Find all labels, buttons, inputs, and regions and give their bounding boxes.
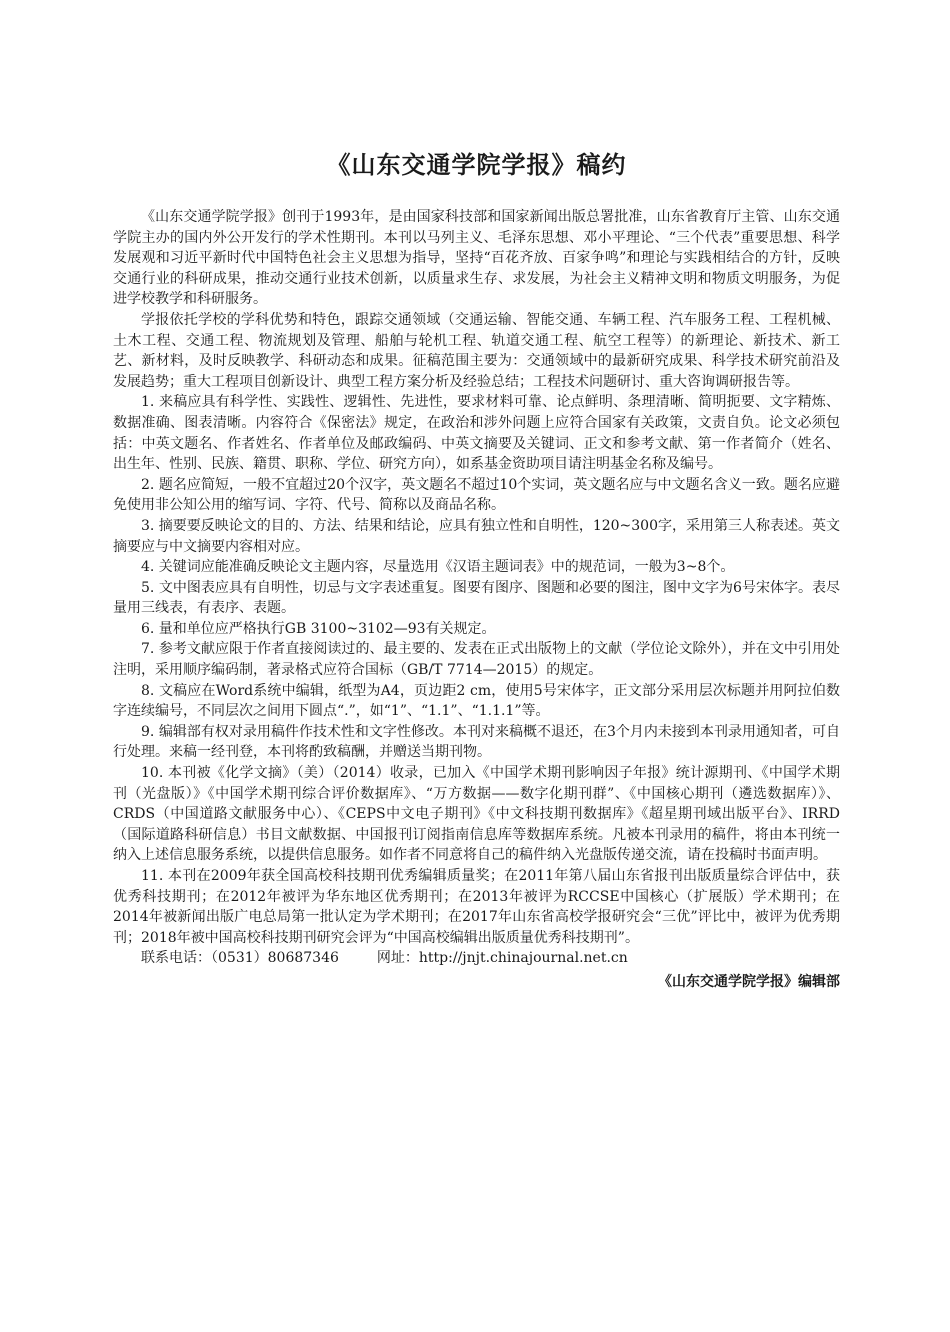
rule-paragraph: 1. 来稿应具有科学性、实践性、逻辑性、先进性，要求材料可靠、论点鲜明、条理清晰、简明扼要、文字精炼、数据准确、图表清晰。内容符合《保密法》规定，在政治和涉外问题上应符合国家有关政策，文责自负。论文必须包括：中英文题名、作者姓名、作者单位及邮政编码、中英文摘要及关键词、正文和参考文献、第一作者简介（姓名、出生年、性别、民族、籍贯、职称、学位、研究方向），如系基金资助项目请注明基金名称及编号。 bbox=[113, 394, 840, 473]
call-for-papers-page bbox=[113, 148, 840, 993]
page-title: 《山东交通学院学报》稿约 bbox=[326, 151, 627, 179]
rule-paragraph: 9. 编辑部有权对录用稿件作技术性和文字性修改。本刊对来稿概不退还，在3个月内未接到本刊录用通知者，可自行处理。来稿一经刊登，本刊将酌致稿酬，并赠送当期刊物。 bbox=[113, 723, 840, 761]
rule-paragraph: 6. 量和单位应严格执行GB 3100~3102—93有关规定。 bbox=[141, 620, 496, 637]
rule-paragraph: 10. 本刊被《化学文摘》（美）（2014）收录，已加入《中国学术期刊影响因子年报》统计源期刊、《中国学术期刊（光盘版）》《中国学术期刊综合评价数据库》、“万方数据——数字化期刊群”、《中国核心期刊（遴选数据库）》、CRDS（中国道路文献服务中心）、《CEPS中文电子期刊》《中文科技期刊数据库》《超星期刊域出版平台》、IRRD（国际道路科研信息）书目文献数据、中国报刊订阅指南信息库等数据库系统。凡被本刊录用的稿件，将由本刊统一纳入上述信息服务系统，以提供信息服务。如作者不同意将自己的稿件纳入光盘版传递交流，请在投稿时书面声明。 bbox=[113, 765, 840, 864]
rule-paragraph: 7. 参考文献应限于作者直接阅读过的、最主要的、发表在正式出版物上的文献（学位论文除外），并在文中引用处注明，采用顺序编码制，著录格式应符合国标（GB/T 7714—2015）的规定。 bbox=[113, 641, 840, 679]
phone-number: （0531）80687346 bbox=[211, 950, 339, 967]
phone-label: 联系电话： bbox=[141, 950, 211, 967]
rule-paragraph: 5. 文中图表应具有自明性，切忌与文字表述重复。图要有图序、图题和必要的图注，图中文字为6号宋体字。表尽量用三线表，有表序、表题。 bbox=[113, 579, 840, 617]
intro-paragraph: 《山东交通学院学报》创刊于1993年，是由国家科技部和国家新闻出版总署批准，山东省教育厅主管、山东交通学院主办的国内外公开发行的学术性期刊。本刊以马列主义、毛泽东思想、邓小平理论、“三个代表”重要思想、科学发展观和习近平新时代中国特色社会主义思想为指导，坚持“百花齐放、百家争鸣”和理论与实践相结合的方针，反映交通行业的科研成果，推动交通行业技术创新，以质量求生存、求发展，为社会主义精神文明和物质文明服务，为促进学校教学和科研服务。 bbox=[113, 209, 840, 308]
website-link[interactable]: http://jnjt.chinajournal.net.cn bbox=[418, 950, 628, 967]
rule-paragraph: 4. 关键词应能准确反映论文主题内容，尽量选用《汉语主题词表》中的规范词，一般为3~8个。 bbox=[141, 559, 735, 576]
website-label: 网址： bbox=[376, 950, 419, 967]
intro-paragraph: 学报依托学校的学科优势和特色，跟踪交通领域（交通运输、智能交通、车辆工程、汽车服务工程、工程机械、土木工程、交通工程、物流规划及管理、船舶与轮机工程、轨道交通工程、航空工程等）的新理论、新技术、新工艺、新材料，及时反映教学、科研动态和成果。征稿范围主要为：交通领域中的最新研究成果、科学技术研究前沿及发展趋势；重大工程项目创新设计、典型工程方案分析及经验总结；工程技术问题研讨、重大咨询调研报告等。 bbox=[113, 311, 840, 390]
rule-paragraph: 2. 题名应简短，一般不宜超过20个汉字，英文题名不超过10个实词，英文题名应与中文题名含义一致。题名应避免使用非公知公用的缩写词、字符、代号、简称以及商品名称。 bbox=[113, 476, 840, 514]
rule-paragraph: 11. 本刊在2009年获全国高校科技期刊优秀编辑质量奖；在2011年第八届山东省报刊出版质量综合评估中，获优秀科技期刊；在2012年被评为华东地区优秀期刊；在2013年被评为RCCSE中国核心（扩展版）学术期刊；在2014年被新闻出版广电总局第一批认定为学术期刊；在2017年山东省高校学报研究会“三优”评比中，被评为优秀期刊；2018年被中国高校科技期刊研究会评为“中国高校编辑出版质量优秀科技期刊”。 bbox=[113, 868, 840, 946]
rule-paragraph: 3. 摘要要反映论文的目的、方法、结果和结论，应具有独立性和自明性，120~300字，采用第三人称表述。英文摘要应与中文摘要内容相对应。 bbox=[113, 517, 840, 555]
editorial-signature: 《山东交通学院学报》编辑部 bbox=[658, 973, 840, 990]
contact-info bbox=[113, 948, 840, 969]
rule-paragraph: 8. 文稿应在Word系统中编辑，纸型为A4，页边距2 cm，使用5号宋体字，正文部分采用层次标题并用阿拉伯数字连续编号，不同层次之间用下圆点“.”，如“1”、“1.1”、“1.1.1”等。 bbox=[113, 682, 840, 720]
